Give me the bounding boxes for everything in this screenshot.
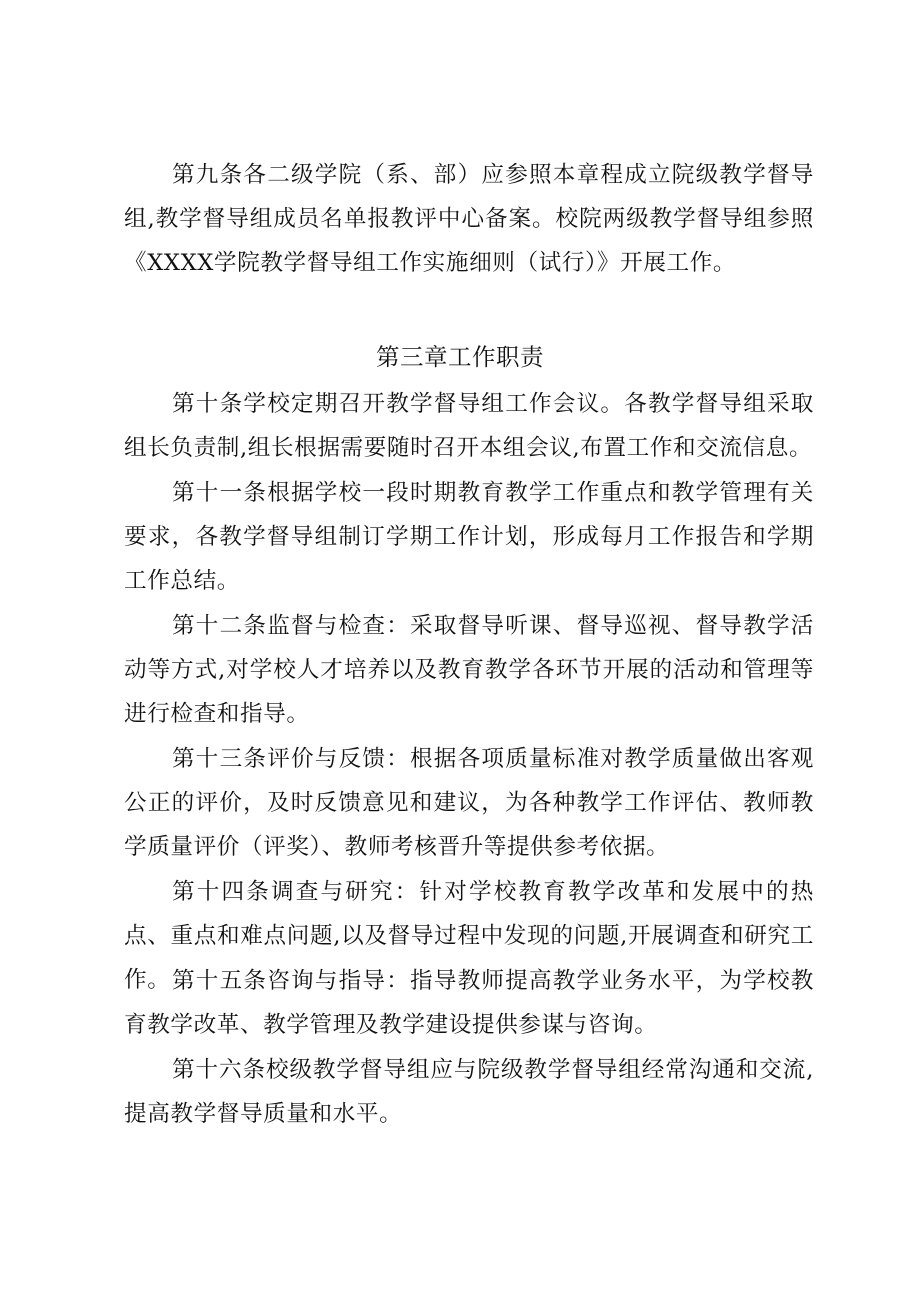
article-14-paragraph: 第十四条调查与研究：针对学校教育教学改革和发展中的热点、重点和难点问题,以及督导过程中发现的问题,开展调查和研究工作。 [124,879,814,993]
article-13-paragraph: 第十三条评价与反馈：根据各项质量标准对教学质量做出客观公正的评价，及时反馈意见和建议，为各种教学工作评估、教师教学质量评价（评奖）、教师考核晋升等提供参考依据。 [124,746,814,860]
article-10-paragraph: 第十条学校定期召开教学督导组工作会议。各教学督导组采取组长负责制,组长根据需要随时召开本组会议,布置工作和交流信息。 [124,391,814,461]
article-16-paragraph: 第十六条校级教学督导组应与院级教学督导组经常沟通和交流,提高教学督导质量和水平。 [124,1057,814,1127]
chapter-heading: 第三章工作职责 [376,343,544,371]
article-12-paragraph: 第十二条监督与检查：采取督导听课、督导巡视、督导教学活动等方式,对学校人才培养以及教育教学各环节开展的活动和管理等进行检查和指导。 [124,613,814,727]
article-15-paragraph: 第十五条咨询与指导：指导教师提高教学业务水平，为学校教育教学改革、教学管理及教学建设提供参谋与咨询。 [124,968,814,1038]
article-9-paragraph: 第九条各二级学院（系、部）应参照本章程成立院级教学督导组,教学督导组成员名单报教评中心备案。校院两级教学督导组参照《XXXX学院教学督导组工作实施细则（试行）》开展工作。 [124,162,814,276]
article-11-paragraph: 第十一条根据学校一段时期教育教学工作重点和教学管理有关要求，各教学督导组制订学期工作计划，形成每月工作报告和学期工作总结。 [124,480,814,594]
